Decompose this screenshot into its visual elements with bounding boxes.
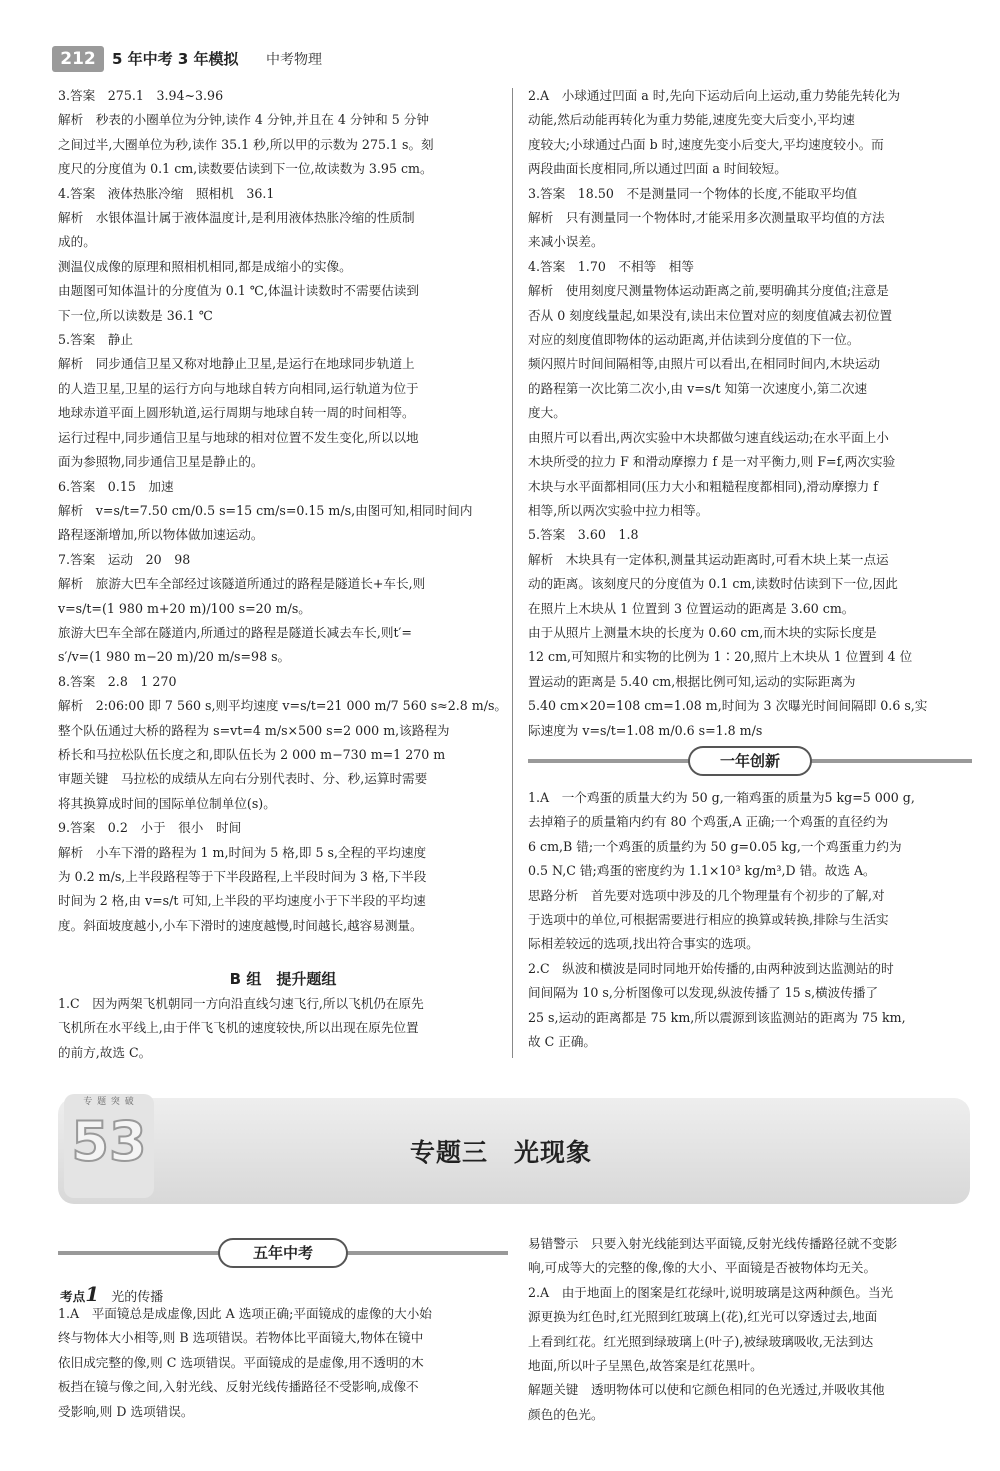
b-group-heading: B 组 提升题组 — [229, 970, 337, 988]
book-title: 5 年中考 3 年模拟 — [112, 50, 239, 68]
kaodian-name: 光的传播 — [111, 1290, 164, 1305]
text-line: 思路分析 首先要对选项中涉及的几个物理量有个初步的了解,对 — [528, 887, 885, 903]
text-line: 际速度为 v=s/t=1.08 m/0.6 s=1.8 m/s — [528, 722, 763, 738]
text-line: 解析 只有测量同一个物体时,才能采用多次测量取平均值的方法 — [528, 210, 885, 226]
text-line: 由照片可以看出,两次实验中木块都做匀速直线运动;在水平面上小 — [528, 429, 889, 445]
right-column-upper — [528, 84, 978, 743]
text-line: 解析 同步通信卫星又称对地静止卫星,是运行在地球同步轨道上 — [58, 356, 415, 372]
text-line: 1.A 一个鸡蛋的质量大约为 50 g,一箱鸡蛋的质量为5 kg=5 000 g, — [528, 790, 915, 805]
text-line: 下一位,所以读数是 36.1 ℃ — [58, 307, 213, 323]
text-line: 25 s,运动的距离都是 75 km,所以震源到该监测站的距离为 75 km, — [528, 1009, 906, 1025]
text-line: 4.答案 1.70 不相等 相等 — [528, 258, 694, 274]
text-line: 测温仪成像的原理和照相机相同,都是成缩小的实像。 — [58, 258, 352, 274]
text-line: 3.答案 275.1 3.94~3.96 — [58, 88, 224, 103]
column-divider — [512, 88, 513, 1058]
text-line: 相等,所以两次实验中拉力相等。 — [528, 502, 709, 518]
left-column-upper — [58, 84, 508, 938]
text-line: 5.40 cm×20=108 cm=1.08 m,时间为 3 次曝光时间间隔即 0.6 s,实 — [528, 698, 928, 714]
innovation-section-header — [528, 744, 972, 778]
text-line: 源更换为红色时,红光照到红玻璃上(花),红光可以穿透过去,地面 — [528, 1309, 878, 1325]
text-line: s′/v=(1 980 m−20 m)/20 m/s=98 s。 — [58, 649, 291, 665]
text-line: 响,可成等大的完整的像,像的大小、平面镜是否被物体均无关。 — [528, 1260, 877, 1276]
text-line: 度大。 — [528, 405, 566, 421]
text-line: 动的距离。该刻度尺的分度值为 0.1 cm,读数时估读到下一位,因此 — [528, 576, 898, 592]
text-line: v=s/t=(1 980 m+20 m)/100 s=20 m/s。 — [58, 600, 311, 616]
badge-caption: 专 题 突 破 — [83, 1097, 135, 1107]
text-line: 6 cm,B 错;一个鸡蛋的质量约为 50 g=0.05 kg,一个鸡蛋重力约为 — [528, 838, 902, 854]
text-line: 1.C 因为两架飞机朝同一方向沿直线匀速飞行,所以飞机仍在原先 — [58, 996, 424, 1011]
text-line: 依旧成完整的像,则 C 选项错误。平面镜成的是虚像,用不透明的木 — [58, 1354, 424, 1370]
text-line: 度。斜面坡度越小,小车下滑时的速度越慢,时间越长,越容易测量。 — [58, 917, 423, 933]
left-column-lower — [58, 1302, 508, 1424]
text-line: 际相差较远的选项,找出符合事实的选项。 — [528, 936, 759, 952]
text-line: 飞机所在水平线上,由于伴飞飞机的速度较快,所以出现在原先位置 — [58, 1020, 419, 1036]
text-line: 6.答案 0.15 加速 — [58, 478, 174, 494]
text-line: 解析 秒表的小圈单位为分钟,读作 4 分钟,并且在 4 分钟和 5 分钟 — [58, 112, 429, 128]
text-line: 运行过程中,同步通信卫星与地球的相对位置不发生变化,所以以地 — [58, 429, 419, 445]
text-line: 由于从照片上测量木块的长度为 0.60 cm,而木块的实际长度是 — [528, 624, 877, 640]
text-line: 时间为 2 格,由 v=s/t 可知,上半段的平均速度小于下半段的平均速 — [58, 893, 426, 909]
text-line: 的前方,故选 C。 — [58, 1044, 152, 1060]
text-line: 否从 0 刻度线量起,如果没有,读出末位置对应的刻度值减去初位置 — [528, 307, 893, 323]
text-line: 3.答案 18.50 不是测量同一个物体的长度,不能取平均值 — [528, 185, 858, 201]
text-line: 5.答案 3.60 1.8 — [528, 527, 639, 543]
innovation-pill: 一年创新 — [688, 746, 812, 776]
text-line: 两段曲面长度相同,所以通过凹面 a 时间较短。 — [528, 161, 787, 177]
text-line: 在照片上木块从 1 位置到 3 位置运动的距离是 3.60 cm。 — [528, 600, 855, 616]
kaodian-number: 1 — [85, 1282, 100, 1306]
text-line: 1.A 平面镜总是成虚像,因此 A 选项正确;平面镜成的虚像的大小始 — [58, 1306, 432, 1321]
text-line: 解析 使用刻度尺测量物体运动距离之前,要明确其分度值;注意是 — [528, 283, 889, 299]
text-line: 整个队伍通过大桥的路程为 s=vt=4 m/s×500 s=2 000 m,该路程为 — [58, 722, 450, 738]
text-line: 5.答案 静止 — [58, 332, 133, 348]
badge-logo: 53 — [71, 1110, 147, 1173]
text-line: 面为参照物,同步通信卫星是静止的。 — [58, 454, 264, 470]
text-line: 的人造卫星,卫星的运行方向与地球自转方向相同,运行轨道为位于 — [58, 380, 419, 396]
text-line: 板挡在镜与像之间,入射光线、反射光线传播路径不受影响,成像不 — [58, 1379, 419, 1395]
text-line: 解析 v=s/t=7.50 cm/0.5 s=15 cm/s=0.15 m/s,由图可知,相同时间内 — [58, 502, 473, 518]
text-line: 的路程第一次比第二次小,由 v=s/t 知第一次速度小,第二次速 — [528, 380, 868, 396]
text-line: 0.5 N,C 错;鸡蛋的密度约为 1.1×10³ kg/m³,D 错。故选 A。 — [528, 863, 876, 879]
text-line: 由题图可知体温计的分度值为 0.1 ℃,体温计读数时不需要估读到 — [58, 283, 419, 299]
text-line: 木块所受的拉力 F 和滑动摩擦力 f 是一对平衡力,则 F=f,两次实验 — [528, 454, 896, 470]
text-line: 将其换算成时间的国际单位制单位(s)。 — [58, 795, 276, 811]
text-line: 4.答案 液体热胀冷缩 照相机 36.1 — [58, 185, 275, 201]
text-line: 度尺的分度值为 0.1 cm,读数要估读到下一位,故读数为 3.95 cm。 — [58, 161, 433, 177]
book-subject: 中考物理 — [266, 52, 322, 68]
five-year-section-header — [58, 1236, 508, 1270]
text-line: 木块与水平面都相同(压力大小和粗糙程度都相同),滑动摩擦力 f — [528, 478, 878, 494]
text-line: 去掉箱子的质量箱内约有 80 个鸡蛋,A 正确;一个鸡蛋的直径约为 — [528, 814, 889, 830]
text-line: 2.C 纵波和横波是同时同地开始传播的,由两种波到达监测站的时 — [528, 960, 894, 976]
text-line: 置运动的距离是 5.40 cm,根据比例可知,运动的实际距离为 — [528, 673, 856, 689]
kaodian-prefix: 考点 — [60, 1289, 86, 1304]
five-year-pill: 五年中考 — [218, 1238, 348, 1268]
text-line: 解析 旅游大巴车全部经过该隧道所通过的路程是隧道长+车长,则 — [58, 576, 426, 592]
text-line: 8.答案 2.8 1 270 — [58, 673, 177, 689]
text-line: 于选项中的单位,可根据需要进行相应的换算或转换,排除与生活实 — [528, 912, 889, 928]
text-line: 间间隔为 10 s,分析图像可以发现,纵波传播了 15 s,横波传播了 — [528, 985, 879, 1001]
page-number: 212 — [52, 46, 104, 72]
text-line: 对应的刻度值即物体的运动距离,并估读到分度值的下一位。 — [528, 332, 860, 348]
text-line: 颜色的色光。 — [528, 1406, 604, 1422]
text-line: 12 cm,可知照片和实物的比例为 1∶20,照片上木块从 1 位置到 4 位 — [528, 649, 913, 665]
text-line: 动能,然后动能再转化为重力势能,速度先变大后变小,平均速 — [528, 112, 855, 128]
text-line: 路程逐渐增加,所以物体做加速运动。 — [58, 527, 264, 543]
text-line: 解题关键 透明物体可以使和它颜色相同的色光透过,并吸收其他 — [528, 1382, 885, 1398]
text-line: 之间过半,大圈单位为秒,读作 35.1 秒,所以甲的示数为 275.1 s。刻 — [58, 136, 434, 152]
text-line: 受影响,则 D 选项错误。 — [58, 1403, 194, 1419]
text-line: 解析 小车下滑的路程为 1 m,时间为 5 格,即 5 s,全程的平均速度 — [58, 844, 427, 860]
text-line: 度较大;小球通过凸面 b 时,速度先变小后变大,平均速度较小。而 — [528, 136, 884, 152]
text-line: 易错警示 只要入射光线能到达平面镜,反射光线传播路径就不变影 — [528, 1236, 898, 1251]
text-line: 解析 木块具有一定体积,测量其运动距离时,可看木块上某一点运 — [528, 551, 889, 567]
text-line: 2.A 由于地面上的图案是红花绿叶,说明玻璃是这两种颜色。当光 — [528, 1284, 894, 1300]
left-column-b — [58, 992, 508, 1065]
text-line: 频闪照片时间间隔相等,由照片可以看出,在相同时间内,木块运动 — [528, 356, 881, 372]
text-line: 审题关键 马拉松的成绩从左向右分别代表时、分、秒,运算时需要 — [58, 771, 428, 787]
text-line: 9.答案 0.2 小于 很小 时间 — [58, 820, 242, 836]
right-column-lower — [528, 1232, 978, 1427]
topic-title: 专题三 光现象 — [410, 1138, 593, 1167]
text-line: 上看到红花。红光照到绿玻璃上(叶子),被绿玻璃吸收,无法到达 — [528, 1333, 874, 1349]
text-line: 地球赤道平面上圆形轨道,运行周期与地球自转一周的时间相等。 — [58, 405, 415, 421]
text-line: 地面,所以叶子呈黑色,故答案是红花黑叶。 — [528, 1358, 763, 1374]
right-column-innovation — [528, 786, 978, 1054]
text-line: 解析 2:06:00 即 7 560 s,则平均速度 v=s/t=21 000 m/7 560 s≈2.8 m/s。 — [58, 698, 508, 714]
text-line: 来减小误差。 — [528, 234, 604, 250]
text-line: 解析 水银体温计属于液体温度计,是利用液体热胀冷缩的性质制 — [58, 210, 415, 226]
text-line: 2.A 小球通过凹面 a 时,先向下运动后向上运动,重力势能先转化为 — [528, 88, 901, 103]
text-line: 为 0.2 m/s,上半段路程等于下半段路程,上半段时间为 3 格,下半段 — [58, 869, 427, 884]
text-line: 桥长和马拉松队伍长度之和,即队伍长为 2 000 m−730 m=1 270 m — [58, 746, 446, 762]
text-line: 成的。 — [58, 234, 96, 250]
text-line: 故 C 正确。 — [528, 1034, 597, 1050]
text-line: 终与物体大小相等,则 B 选项错误。若物体比平面镜大,物体在镜中 — [58, 1330, 424, 1346]
text-line: 旅游大巴车全部在隧道内,所通过的路程是隧道长减去车长,则t′= — [58, 624, 412, 640]
text-line: 7.答案 运动 20 98 — [58, 551, 191, 567]
